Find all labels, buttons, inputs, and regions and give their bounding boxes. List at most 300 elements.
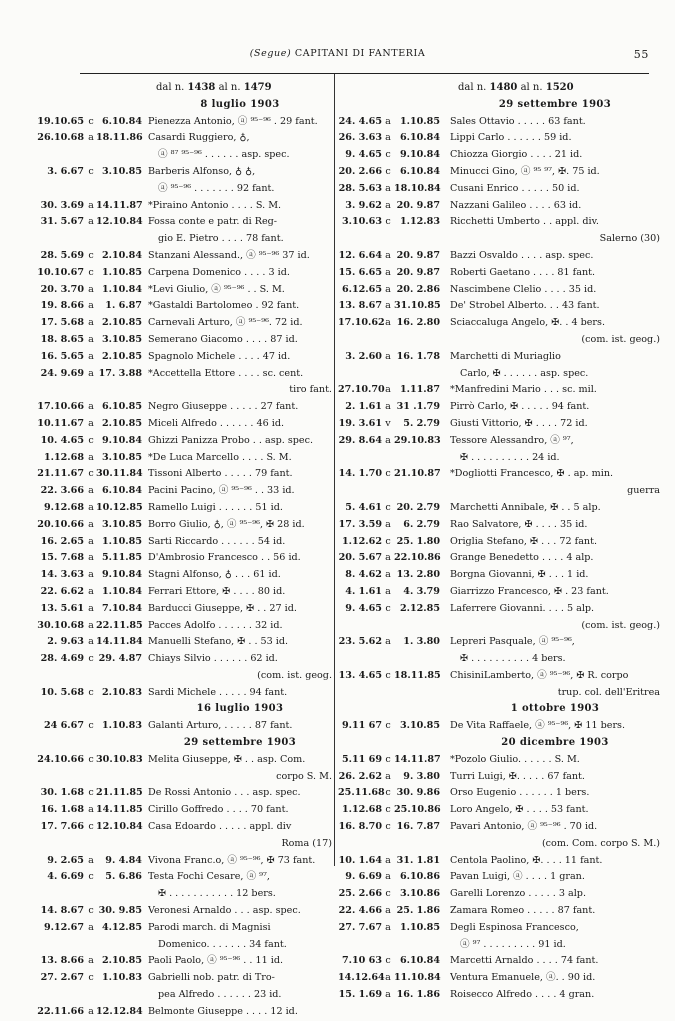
entry-continuation bbox=[338, 618, 660, 635]
officer-entry: De Vita Raffaele, ⓐ ⁹⁵⁻⁹⁶, ✠ 11 bers. bbox=[450, 720, 626, 732]
birth-date: 30.10.68 bbox=[37, 619, 84, 631]
officer-entry: Lepreri Pasquale, ⓐ ⁹⁵⁻⁹⁶, bbox=[450, 636, 575, 648]
officer-entry: De Rossi Antonio . . . asp. spec. bbox=[148, 787, 301, 799]
seniority-date: 2.10.84 bbox=[101, 249, 142, 261]
status-letter: a bbox=[88, 854, 94, 866]
entry-continuation-text: ⓐ ⁸⁷ ⁹⁵⁻⁹⁶ . . . . . . asp. spec. bbox=[158, 149, 290, 161]
birth-date: 16. 8.70 bbox=[338, 821, 382, 833]
officer-entry: Pienezza Antonio, ⓐ ⁹⁵⁻⁹⁶ . 29 fant. bbox=[148, 115, 318, 127]
officer-entry: Negro Giuseppe . . . . . 27 fant. bbox=[148, 401, 299, 413]
seniority-date: 14.11.84 bbox=[96, 636, 143, 648]
entry-row bbox=[338, 903, 660, 920]
birth-date: 13. 5.61 bbox=[40, 602, 84, 614]
birth-date: 9.12.68 bbox=[43, 501, 84, 513]
officer-entry: Pacces Adolfo . . . . . . 32 id. bbox=[148, 619, 283, 631]
entry-row bbox=[338, 601, 660, 618]
status-letter: a bbox=[88, 1005, 94, 1017]
officer-entry: Chiozza Giorgio . . . . 21 id. bbox=[450, 149, 583, 161]
entry-continuation bbox=[338, 231, 660, 248]
entry-row bbox=[338, 853, 660, 870]
officer-entry: De' Strobel Alberto. . . 43 fant. bbox=[450, 300, 600, 312]
entry-row bbox=[26, 1004, 332, 1021]
status-letter: a bbox=[88, 199, 94, 211]
entry-row bbox=[26, 130, 332, 147]
officer-entry: Pirrò Carlo, ✠ . . . . . 94 fant. bbox=[450, 401, 590, 413]
entry-continuation-text: guerra bbox=[627, 485, 660, 497]
entry-row bbox=[338, 214, 660, 231]
officer-entry: Pavan Luigi, ⓐ . . . . 1 gran. bbox=[450, 871, 585, 883]
officer-entry: Stanzani Alessand., ⓐ ⁹⁵⁻⁹⁶ 37 id. bbox=[148, 249, 310, 261]
entry-continuation-text: ✠ . . . . . . . . . . 24 id. bbox=[460, 451, 560, 463]
seniority-date: 22.10.86 bbox=[394, 552, 441, 564]
section-date-text: 1 ottobre 1903 bbox=[510, 703, 600, 715]
entry-row bbox=[26, 265, 332, 282]
officer-entry: Fossa conte e patr. di Reg- bbox=[148, 216, 278, 228]
entry-row bbox=[26, 483, 332, 500]
status-letter: c bbox=[88, 468, 94, 480]
entry-row bbox=[338, 550, 660, 567]
birth-date: 19. 8.66 bbox=[40, 300, 84, 312]
officer-entry: Orso Eugenio . . . . . . 1 bers. bbox=[450, 787, 590, 799]
officer-entry: Ramello Luigi . . . . . . 51 id. bbox=[148, 501, 283, 513]
entry-continuation bbox=[26, 147, 332, 164]
seniority-date: 20. 9.87 bbox=[396, 249, 440, 261]
entry-row bbox=[26, 315, 332, 332]
status-letter: a bbox=[88, 535, 94, 547]
seniority-date: 6.10.86 bbox=[399, 871, 440, 883]
officer-entry: Chiays Silvio . . . . . . 62 id. bbox=[148, 653, 278, 665]
entry-continuation bbox=[26, 231, 332, 248]
birth-date: 22. 3.66 bbox=[40, 485, 84, 497]
right-range bbox=[338, 80, 660, 97]
status-letter: c bbox=[88, 165, 94, 177]
officer-entry: Paoli Paolo, ⓐ ⁹⁵⁻⁹⁶ . . 11 id. bbox=[148, 955, 284, 967]
seniority-date: 2.10.85 bbox=[101, 955, 142, 967]
seniority-date: 6.10.84 bbox=[101, 115, 142, 127]
entry-continuation-text: gio E. Pietro . . . . 78 fant. bbox=[158, 233, 284, 245]
entry-continuation bbox=[26, 181, 332, 198]
right-range-to: 1520 bbox=[545, 82, 574, 93]
birth-date: 13. 8.66 bbox=[40, 955, 84, 967]
entry-continuation bbox=[26, 836, 332, 853]
officer-entry: Tessore Alessandro, ⓐ ⁹⁷, bbox=[450, 434, 574, 446]
status-letter: a bbox=[385, 972, 391, 984]
seniority-date: 20. 2.79 bbox=[396, 501, 440, 513]
entry-continuation-text: Carlo, ✠ . . . . . . asp. spec. bbox=[460, 367, 589, 379]
header-title-text: CAPITANI DI FANTERIA bbox=[294, 48, 426, 59]
status-letter: c bbox=[385, 501, 391, 513]
entry-row bbox=[26, 366, 332, 383]
status-letter: a bbox=[385, 132, 391, 144]
entry-row bbox=[338, 466, 660, 483]
entry-row bbox=[26, 332, 332, 349]
birth-date: 16. 1.68 bbox=[40, 804, 84, 816]
birth-date: 13. 8.67 bbox=[338, 300, 382, 312]
birth-date: 3. 6.67 bbox=[47, 165, 84, 177]
entry-row bbox=[26, 718, 332, 735]
seniority-date: 3.10.86 bbox=[399, 888, 440, 900]
status-letter: c bbox=[88, 653, 94, 665]
header-segue: (Segue) bbox=[249, 48, 292, 59]
officer-entry: Testa Fochi Cesare, ⓐ ⁹⁷, bbox=[148, 871, 270, 883]
birth-date: 8. 4.62 bbox=[345, 569, 382, 581]
seniority-date: 14.11.87 bbox=[394, 753, 441, 765]
entry-row bbox=[26, 450, 332, 467]
seniority-date: 31. 1.81 bbox=[396, 854, 440, 866]
right-range-prefix: dal n. bbox=[458, 82, 487, 93]
status-letter: c bbox=[385, 787, 391, 799]
officer-entry: Garelli Lorenzo . . . . . 3 alp. bbox=[450, 888, 586, 900]
entry-row bbox=[26, 685, 332, 702]
page-number: 55 bbox=[633, 48, 649, 61]
right-column bbox=[338, 80, 660, 1004]
seniority-date: 6. 2.79 bbox=[403, 518, 440, 530]
entry-row bbox=[26, 248, 332, 265]
entry-continuation bbox=[26, 886, 332, 903]
status-letter: c bbox=[385, 955, 391, 967]
entry-row bbox=[338, 953, 660, 970]
status-letter: a bbox=[385, 905, 391, 917]
seniority-date: 2.10.85 bbox=[101, 417, 142, 429]
entry-continuation bbox=[26, 987, 332, 1004]
entry-continuation-text: ✠ . . . . . . . . . . . 12 bers. bbox=[158, 888, 276, 900]
seniority-date: 2.12.85 bbox=[399, 602, 440, 614]
seniority-date: 7.10.84 bbox=[101, 602, 142, 614]
birth-date: 28. 5.69 bbox=[40, 249, 84, 261]
birth-date: 26.10.68 bbox=[37, 132, 84, 144]
birth-date: 19. 3.61 bbox=[338, 417, 382, 429]
officer-entry: *Pozolo Giulio. . . . . . S. M. bbox=[450, 753, 580, 765]
seniority-date: 12.10.84 bbox=[96, 821, 143, 833]
entry-row bbox=[338, 920, 660, 937]
officer-entry: Miceli Alfredo . . . . . . 46 id. bbox=[148, 417, 285, 429]
birth-date: 6.12.65 bbox=[341, 283, 382, 295]
seniority-date: 22.11.85 bbox=[96, 619, 143, 631]
entry-row bbox=[338, 315, 660, 332]
officer-entry: Ghizzi Panizza Probo . . asp. spec. bbox=[148, 434, 314, 446]
right-range-mid: al n. bbox=[520, 82, 543, 93]
birth-date: 10.11.67 bbox=[37, 417, 84, 429]
birth-date: 19.10.65 bbox=[37, 115, 84, 127]
entry-row bbox=[338, 298, 660, 315]
entry-row bbox=[338, 802, 660, 819]
seniority-date: 31.10.85 bbox=[394, 300, 441, 312]
officer-entry: Minucci Gino, ⓐ ⁹⁵ ⁹⁷, ✠. 75 id. bbox=[450, 165, 600, 177]
birth-date: 27.10.70 bbox=[338, 384, 385, 396]
seniority-date: 3.10.85 bbox=[399, 720, 440, 732]
entry-row bbox=[26, 920, 332, 937]
entry-row bbox=[26, 433, 332, 450]
status-letter: a bbox=[88, 216, 94, 228]
seniority-date: 3.10.85 bbox=[101, 333, 142, 345]
status-letter: a bbox=[88, 401, 94, 413]
seniority-date: 25.10.86 bbox=[394, 804, 441, 816]
seniority-date: 31 .1.79 bbox=[396, 401, 440, 413]
entry-row bbox=[26, 970, 332, 987]
birth-date: 22. 6.62 bbox=[40, 585, 84, 597]
entry-continuation bbox=[26, 937, 332, 954]
entry-continuation bbox=[338, 332, 660, 349]
entry-row bbox=[338, 198, 660, 215]
officer-entry: Pavari Antonio, ⓐ ⁹⁵⁻⁹⁶ . 70 id. bbox=[450, 821, 598, 833]
header-title bbox=[26, 48, 649, 59]
seniority-date: 9.10.84 bbox=[101, 569, 142, 581]
officer-entry: *Manfredini Mario . . . sc. mil. bbox=[450, 384, 597, 396]
officer-entry: Ricchetti Umberto . . appl. div. bbox=[450, 216, 599, 228]
status-letter: a bbox=[385, 384, 391, 396]
status-letter: a bbox=[88, 283, 94, 295]
seniority-date: 1.10.83 bbox=[101, 972, 142, 984]
status-letter: a bbox=[88, 602, 94, 614]
status-letter: c bbox=[88, 249, 94, 261]
status-letter: c bbox=[88, 905, 94, 917]
entry-continuation bbox=[338, 836, 660, 853]
entry-continuation-text: ✠ . . . . . . . . . . 4 bers. bbox=[460, 653, 566, 665]
section-date bbox=[338, 97, 660, 114]
status-letter: a bbox=[88, 585, 94, 597]
officer-entry: Sciaccaluga Angelo, ✠. . 4 bers. bbox=[450, 317, 605, 329]
entry-row bbox=[338, 164, 660, 181]
seniority-date: 25. 1.86 bbox=[396, 905, 440, 917]
birth-date: 26. 2.62 bbox=[338, 770, 382, 782]
seniority-date: 3.10.85 bbox=[101, 518, 142, 530]
officer-entry: Roisecco Alfredo . . . . 4 gran. bbox=[450, 989, 595, 1001]
birth-date: 12. 6.64 bbox=[338, 249, 382, 261]
section-date-text: 29 settembre 1903 bbox=[183, 737, 297, 749]
seniority-date: 2.10.85 bbox=[101, 350, 142, 362]
officer-entry: Loro Angelo, ✠ . . . . 53 fant. bbox=[450, 804, 589, 816]
birth-date: 14. 8.67 bbox=[40, 905, 84, 917]
officer-entry: Semerano Giacomo . . . . 87 id. bbox=[148, 333, 298, 345]
status-letter: a bbox=[88, 636, 94, 648]
status-letter: a bbox=[88, 921, 94, 933]
entry-continuation-text: trup. col. dell'Eritrea bbox=[557, 686, 660, 698]
status-letter: a bbox=[88, 501, 94, 513]
seniority-date: 11.10.84 bbox=[394, 972, 441, 984]
birth-date: 15. 6.65 bbox=[338, 266, 382, 278]
birth-date: 16. 5.65 bbox=[40, 350, 84, 362]
birth-date: 22. 4.66 bbox=[338, 905, 382, 917]
seniority-date: 21.10.87 bbox=[394, 468, 441, 480]
officer-entry: Pacini Pacino, ⓐ ⁹⁵⁻⁹⁶ . . 33 id. bbox=[148, 485, 295, 497]
birth-date: 9.12.67 bbox=[43, 921, 84, 933]
section-date-text: 8 luglio 1903 bbox=[200, 98, 280, 110]
entry-row bbox=[26, 752, 332, 769]
entry-row bbox=[26, 819, 332, 836]
officer-entry: Veronesi Arnaldo . . . asp. spec. bbox=[148, 905, 301, 917]
entry-continuation-text: (com. ist. geog. bbox=[257, 669, 332, 681]
seniority-date: 9. 4.84 bbox=[105, 854, 142, 866]
entry-row bbox=[26, 869, 332, 886]
entry-row bbox=[338, 349, 660, 366]
status-letter: a bbox=[88, 804, 94, 816]
seniority-date: 6.10.85 bbox=[101, 401, 142, 413]
entry-row bbox=[338, 819, 660, 836]
status-letter: a bbox=[88, 451, 94, 463]
entry-row bbox=[26, 298, 332, 315]
birth-date: 17.10.66 bbox=[37, 401, 84, 413]
seniority-date: 20. 9.87 bbox=[396, 266, 440, 278]
status-letter: a bbox=[385, 317, 391, 329]
birth-date: 24. 4.65 bbox=[338, 115, 382, 127]
entry-row bbox=[26, 534, 332, 551]
seniority-date: 9.10.84 bbox=[101, 434, 142, 446]
section-date-text: 20 dicembre 1903 bbox=[501, 737, 609, 749]
status-letter: c bbox=[88, 753, 94, 765]
entry-row bbox=[26, 802, 332, 819]
section-date-text: 29 settembre 1903 bbox=[498, 98, 612, 110]
seniority-date: 1.10.85 bbox=[399, 921, 440, 933]
officer-entry: Galanti Arturo, . . . . . 87 fant. bbox=[148, 720, 293, 732]
seniority-date: 1. 6.87 bbox=[105, 300, 142, 312]
birth-date: 21.11.67 bbox=[37, 468, 84, 480]
seniority-date: 20. 2.86 bbox=[396, 283, 440, 295]
seniority-date: 3.10.85 bbox=[101, 165, 142, 177]
entry-row bbox=[26, 903, 332, 920]
seniority-date: 30.10.83 bbox=[96, 753, 143, 765]
officer-entry: *Accettella Ettore . . . . sc. cent. bbox=[148, 367, 304, 379]
status-letter: c bbox=[88, 266, 94, 278]
status-letter: c bbox=[88, 720, 94, 732]
section-date bbox=[338, 735, 660, 752]
entry-row bbox=[338, 147, 660, 164]
status-letter: c bbox=[88, 115, 94, 127]
birth-date: 20. 2.66 bbox=[338, 165, 382, 177]
seniority-date: 21.11.85 bbox=[96, 787, 143, 799]
birth-date: 1.12.68 bbox=[341, 804, 382, 816]
entry-continuation bbox=[338, 366, 660, 383]
birth-date: 9. 2.65 bbox=[47, 854, 84, 866]
seniority-date: 16. 7.87 bbox=[396, 821, 440, 833]
birth-date: 3. 9.62 bbox=[345, 199, 382, 211]
officer-entry: Ferrari Ettore, ✠ . . . . 80 id. bbox=[148, 585, 286, 597]
officer-entry: Marchetti Annibale, ✠ . . 5 alp. bbox=[450, 501, 601, 513]
status-letter: v bbox=[385, 417, 391, 429]
seniority-date: 25. 1.80 bbox=[396, 535, 440, 547]
left-column bbox=[26, 80, 332, 1021]
entry-continuation-text: (com. ist. geog.) bbox=[581, 619, 660, 631]
officer-entry: Borro Giulio, ♁, ⓐ ⁹⁵⁻⁹⁶, ✠ 28 id. bbox=[148, 518, 305, 530]
status-letter: a bbox=[88, 333, 94, 345]
officer-entry: Cusani Enrico . . . . . 50 id. bbox=[450, 182, 580, 194]
entry-row bbox=[338, 416, 660, 433]
officer-entry: Nazzani Galileo . . . . 63 id. bbox=[450, 199, 582, 211]
officer-entry: Casa Edoardo . . . . . appl. div bbox=[148, 821, 292, 833]
officer-entry: Stagni Alfonso, ♁ . . . 61 id. bbox=[148, 569, 281, 581]
seniority-date: 1. 3.80 bbox=[403, 636, 440, 648]
entry-row bbox=[26, 853, 332, 870]
entry-row bbox=[338, 130, 660, 147]
seniority-date: 1.10.85 bbox=[399, 115, 440, 127]
birth-date: 9.11 67 bbox=[341, 720, 382, 732]
seniority-date: 1.11.87 bbox=[399, 384, 440, 396]
section-date-text: 16 luglio 1903 bbox=[196, 703, 284, 715]
officer-entry: Borgna Giovanni, ✠ . . . 1 id. bbox=[450, 569, 589, 581]
left-range bbox=[26, 80, 332, 97]
entry-row bbox=[26, 349, 332, 366]
birth-date: 30. 1.68 bbox=[40, 787, 84, 799]
birth-date: 10. 1.64 bbox=[338, 854, 382, 866]
entry-row bbox=[338, 584, 660, 601]
status-letter: a bbox=[385, 300, 391, 312]
birth-date: 4. 1.61 bbox=[345, 585, 382, 597]
status-letter: a bbox=[385, 854, 391, 866]
birth-date: 9. 6.69 bbox=[345, 871, 382, 883]
status-letter: a bbox=[385, 871, 391, 883]
seniority-date: 9. 3.80 bbox=[403, 770, 440, 782]
status-letter: c bbox=[88, 686, 94, 698]
entry-continuation bbox=[338, 937, 660, 954]
seniority-date: 10.12.85 bbox=[96, 501, 143, 513]
birth-date: 25. 2.66 bbox=[338, 888, 382, 900]
birth-date: 4. 6.69 bbox=[47, 871, 84, 883]
seniority-date: 29. 4.87 bbox=[98, 653, 142, 665]
status-letter: a bbox=[88, 350, 94, 362]
birth-date: 10. 4.65 bbox=[40, 434, 84, 446]
entry-continuation-text: tiro fant. bbox=[289, 384, 332, 396]
entry-row bbox=[338, 567, 660, 584]
officer-entry: Grange Benedetto . . . . 4 alp. bbox=[450, 552, 594, 564]
officer-entry: Marcetti Arnaldo . . . . 74 fant. bbox=[450, 955, 599, 967]
officer-entry: Giarrizzo Francesco, ✠ . 23 fant. bbox=[450, 585, 609, 597]
entry-row bbox=[26, 399, 332, 416]
officer-entry: *Dogliotti Francesco, ✠ . ap. min. bbox=[450, 468, 614, 480]
entry-row bbox=[338, 634, 660, 651]
seniority-date: 9.10.84 bbox=[399, 149, 440, 161]
birth-date: 14.12.64 bbox=[338, 972, 385, 984]
seniority-date: 6.10.84 bbox=[101, 485, 142, 497]
birth-date: 20. 5.67 bbox=[338, 552, 382, 564]
entry-row bbox=[26, 651, 332, 668]
officer-entry: Cirillo Goffredo . . . . 70 fant. bbox=[148, 804, 289, 816]
birth-date: 22.11.66 bbox=[37, 1005, 84, 1017]
status-letter: a bbox=[385, 182, 391, 194]
officer-entry: Parodi march. di Magnisi bbox=[148, 921, 271, 933]
entry-row bbox=[26, 517, 332, 534]
status-letter: a bbox=[88, 552, 94, 564]
entry-row bbox=[26, 282, 332, 299]
column-divider bbox=[334, 74, 335, 866]
birth-date: 3. 2.60 bbox=[345, 350, 382, 362]
officer-entry: Marchetti di Muriaglio bbox=[450, 350, 561, 362]
seniority-date: 20. 9.87 bbox=[396, 199, 440, 211]
seniority-date: 16. 1.86 bbox=[396, 989, 440, 1001]
officer-entry: Sardi Michele . . . . . 94 fant. bbox=[148, 686, 288, 698]
status-letter: a bbox=[385, 249, 391, 261]
officer-entry: D'Ambrosio Francesco . . 56 id. bbox=[148, 552, 301, 564]
entry-row bbox=[26, 198, 332, 215]
entry-row bbox=[26, 584, 332, 601]
entry-continuation-text: pea Alfredo . . . . . . 23 id. bbox=[158, 989, 282, 1001]
seniority-date: 1.10.85 bbox=[101, 266, 142, 278]
seniority-date: 18.11.86 bbox=[96, 132, 143, 144]
status-letter: a bbox=[88, 569, 94, 581]
entry-row bbox=[26, 785, 332, 802]
seniority-date: 1.12.83 bbox=[399, 216, 440, 228]
seniority-date: 5.11.85 bbox=[101, 552, 142, 564]
entry-row bbox=[26, 164, 332, 181]
entry-row bbox=[338, 433, 660, 450]
seniority-date: 1.10.85 bbox=[101, 535, 142, 547]
status-letter: c bbox=[385, 669, 391, 681]
status-letter: a bbox=[385, 266, 391, 278]
birth-date: 10. 5.68 bbox=[40, 686, 84, 698]
status-letter: c bbox=[385, 753, 391, 765]
birth-date: 20.10.66 bbox=[37, 518, 84, 530]
entry-continuation-text: Domenico. . . . . . . 34 fant. bbox=[158, 938, 287, 950]
status-letter: a bbox=[88, 518, 94, 530]
entry-continuation bbox=[338, 483, 660, 500]
